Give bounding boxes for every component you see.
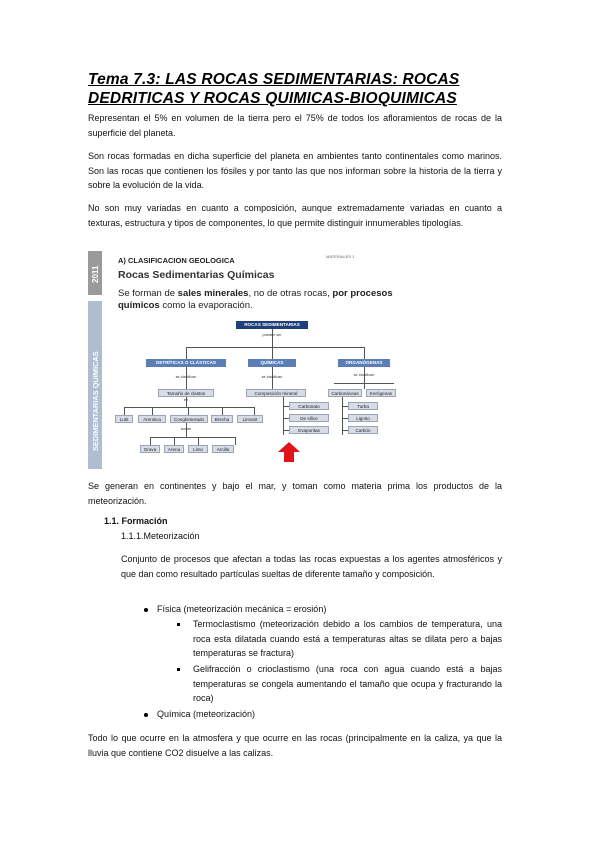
red-arrow-icon bbox=[278, 442, 300, 462]
node-kerogenas: Kerógenas bbox=[366, 389, 396, 397]
node-organogenas: ORGANÓGENAS bbox=[338, 359, 390, 367]
label-se-clasifican-3: se clasifican bbox=[353, 373, 375, 377]
classification-figure bbox=[88, 251, 400, 469]
figure-description: Se forman de sales minerales, no de otras rocas, por procesos químicos como la evaporación. bbox=[118, 288, 393, 311]
label-en: en bbox=[183, 398, 189, 402]
bullet-fisica: Física (meteorización mecánica = erosión) bbox=[157, 604, 327, 614]
page-title: Tema 7.3: LAS ROCAS SEDIMENTARIAS: ROCAS DEDRITICAS Y ROCAS QUIMICAS-BIOQUIMICAS bbox=[88, 71, 460, 107]
bullet-dot-quimica bbox=[144, 713, 148, 717]
node-arcilla: Arcilla bbox=[212, 445, 234, 453]
figure-side-label: SEDIMENTARIAS QUIMICAS bbox=[91, 351, 100, 451]
node-lignito: Lignito bbox=[348, 414, 378, 422]
section-heading: 1.1. Formación bbox=[104, 516, 168, 526]
node-quimicas: QUÍMICAS bbox=[248, 359, 296, 367]
figure-year: 2011 bbox=[91, 265, 100, 283]
node-evaporitas: Evaporitas bbox=[289, 426, 329, 434]
label-se-clasifican-1: se clasifican bbox=[175, 375, 197, 379]
node-tamano-clastos: Tamaño de clastos bbox=[158, 389, 214, 397]
paragraph-variety: No son muy variadas en cuanto a composición, aunque extremadamente variadas en cuanto a texturas, estructura y tipos de componentes, lo que permite distinguir innumerables tipologías. bbox=[88, 203, 502, 228]
figure-header: A) CLASIFICACION GEOLOGICA bbox=[118, 256, 235, 265]
node-carbon: Carbón bbox=[348, 426, 378, 434]
node-arena: Arena bbox=[164, 445, 184, 453]
node-brecha: Brecha bbox=[211, 415, 233, 423]
figure-year-band bbox=[88, 251, 102, 295]
paragraph-after-figure: Se generan en continentes y bajo el mar, y toman como materia prima los productos de la meteorización. bbox=[88, 481, 502, 506]
label-se-clasifican-2: se clasifican bbox=[261, 375, 283, 379]
node-conglomerado: Conglomerado bbox=[170, 415, 208, 423]
paragraph-formation: Son rocas formadas en dicha superficie del planeta en ambientes tanto continentales como marinos. Son las rocas que contienen los fósiles y por tanto las que nos informan sobre la historia de la tierra y sobre la evolución de la vida. bbox=[88, 151, 502, 190]
node-turba: Turba bbox=[348, 402, 378, 410]
node-limonit: Limonit bbox=[237, 415, 263, 423]
bullet-square-gelif bbox=[177, 668, 180, 671]
node-de-silice: De sílice bbox=[289, 414, 329, 422]
paragraph-meteorizacion: Conjunto de procesos que afectan a todas las rocas expuestas a los agentes atmosféricos y que dan como resultado partículas sueltas de diferente tamaño y composición. bbox=[121, 554, 502, 579]
node-grava: Grava bbox=[140, 445, 160, 453]
node-limo: Limo bbox=[188, 445, 208, 453]
node-arenisca: Arenisca bbox=[138, 415, 166, 423]
node-lutit: Lutit bbox=[115, 415, 133, 423]
label-pueden-ser: pueden ser bbox=[262, 333, 282, 337]
bullet-quimica: Química (meteorización) bbox=[157, 709, 256, 719]
figure-tiny-label: MATERIALES 1 bbox=[326, 254, 355, 259]
node-carbonaceas: Carbonáceas bbox=[328, 389, 362, 397]
bullet-termoclastismo: Termoclastismo (meteorización debido a los cambios de temperatura, una roca esta dilatada cuando está a temperaturas altas se dilata pero a bajas temperaturas se fractura) bbox=[193, 619, 502, 658]
subsection-heading: 1.1.1.Meteorización bbox=[121, 531, 200, 541]
bullet-dot-fisica bbox=[144, 608, 148, 612]
paragraph-intro: Representan el 5% en volumen de la tierra pero el 75% de todos los afloramientos de rocas de la superficie del planeta. bbox=[88, 113, 502, 138]
paragraph-closing: Todo lo que ocurre en la atmosfera y que ocurre en las rocas (principalmente en la caliza, ya que la lluvia que contiene CO2 disuelve a las calizas. bbox=[88, 733, 502, 758]
node-composicion-mineral: Composición mineral bbox=[246, 389, 306, 397]
bullet-gelifraccion: Gelifracción o crioclastismo (una roca con agua cuando está a bajas temperaturas se congela aumentando el tamaño que ocupa y fracturando la roca) bbox=[193, 664, 502, 703]
label-toman: toman bbox=[180, 427, 192, 431]
figure-subtitle: Rocas Sedimentarias Químicas bbox=[118, 269, 275, 281]
node-detriticas: DETRÍTICAS O CLÁSTICAS bbox=[146, 359, 226, 367]
node-root: ROCAS SEDIMENTARIAS bbox=[236, 321, 308, 329]
bullet-square-termo bbox=[177, 623, 180, 626]
node-carbonato: Carbonato bbox=[289, 402, 329, 410]
figure-side-band bbox=[88, 301, 102, 469]
